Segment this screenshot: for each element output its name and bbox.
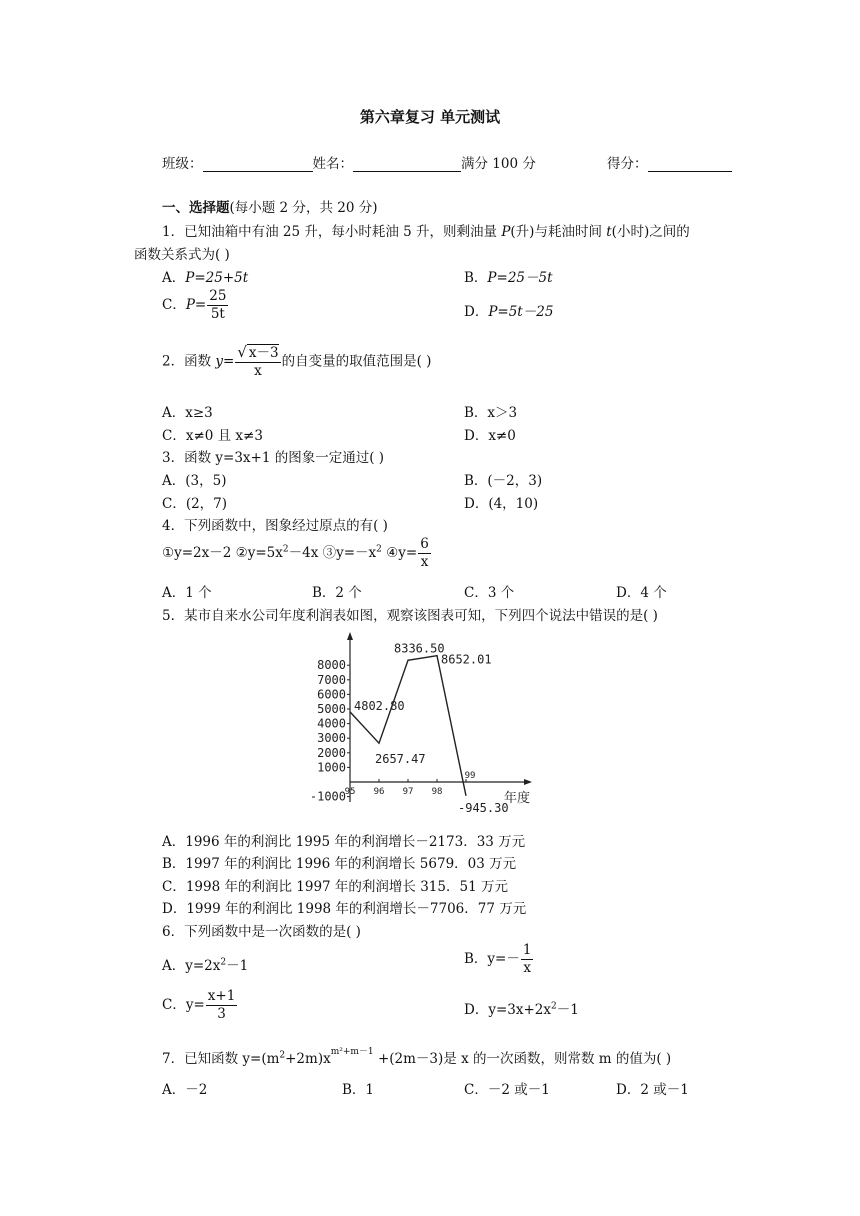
q1-stem-line1: 1．已知油箱中有油 25 升，每小时耗油 5 升，则剩油量 P(升)与耗油时间 t(小时)之间的 bbox=[162, 224, 690, 240]
q2-stem: 2．函数 y= $\frac{√ x-3}{x}$ 的自变量的取值范围是( ) bbox=[162, 343, 432, 379]
q5-option-b[interactable]: B．1997 年的利润比 1996 年的利润增长 5679．03 万元 bbox=[162, 856, 517, 872]
q7-stem: 7．已知函数 $y=(m^2+2m)x^{m^2+m-1} +(2m-3)$是 x 的一次函数，则常数 m 的值为( ) bbox=[162, 1046, 672, 1067]
q3-option-c[interactable]: C．(2，7) bbox=[162, 496, 228, 512]
q4-option-b[interactable]: B．2 个 bbox=[312, 585, 362, 601]
q6-option-b[interactable]: B．y=－ $\frac{1}{x}$ bbox=[464, 942, 532, 976]
x-tick-label: 96 bbox=[373, 787, 385, 797]
name-blank[interactable] bbox=[353, 157, 461, 172]
profit-series-line bbox=[350, 656, 466, 796]
q4-option-c[interactable]: C．3 个 bbox=[464, 585, 515, 601]
header-line bbox=[162, 152, 536, 172]
q4-stem: 4．下列函数中，图象经过原点的有( ) bbox=[162, 518, 388, 534]
q5-stem: 5．某市自来水公司年度利润表如图，观察该图表可知，下列四个说法中错误的是( ) bbox=[162, 608, 658, 624]
x-tick-label: 95 bbox=[344, 787, 356, 797]
q4-functions: ①y=2x－2 $②y=5x^2-4x$ $③y=-x^2$ ④y= $\frac{6}{x}$ bbox=[162, 536, 429, 570]
page-title: 第六章复习 单元测试 bbox=[359, 108, 501, 126]
q5-option-c[interactable]: C．1998 年的利润比 1997 年的利润增长 315．51 万元 bbox=[162, 879, 508, 895]
x-axis-label: 年度 bbox=[504, 791, 531, 806]
y-tick-label: 1000 bbox=[317, 760, 346, 775]
y-tick-label: 8000 bbox=[317, 658, 346, 673]
q2-option-b[interactable]: B．x＞3 bbox=[464, 405, 518, 421]
y-tick-label: 5000 bbox=[317, 702, 346, 716]
y-tick-label: 4000 bbox=[317, 716, 346, 731]
x-axis-arrow bbox=[524, 779, 532, 785]
data-label: 4802.80 bbox=[354, 698, 405, 713]
q1-option-d[interactable]: D．P=5t－25 bbox=[464, 304, 554, 320]
class-label: 班级： bbox=[162, 156, 203, 172]
q6-option-c[interactable]: C．y= $\frac{x+1}{3}$ bbox=[162, 988, 236, 1022]
data-label: -945.30 bbox=[458, 800, 509, 814]
name-label: 姓名： bbox=[312, 156, 353, 172]
profit-line-chart bbox=[304, 628, 544, 814]
score-label: 得分： bbox=[607, 156, 648, 172]
q6-stem: 6．下列函数中是一次函数的是( ) bbox=[162, 924, 361, 940]
q2-option-a[interactable]: A．x≥3 bbox=[162, 405, 213, 421]
q2-option-c[interactable]: C．x≠0 且 x≠3 bbox=[162, 428, 263, 444]
y-tick-label: -1000 bbox=[309, 789, 346, 804]
q3-option-a[interactable]: A．(3，5) bbox=[162, 473, 227, 489]
y-tick-label: 3000 bbox=[317, 731, 346, 746]
q1-option-b[interactable]: B．P=25－5t bbox=[464, 270, 553, 286]
q3-option-b[interactable]: B．(－2，3) bbox=[464, 473, 543, 489]
y-tick-label: 6000 bbox=[317, 687, 346, 702]
q5-option-d[interactable]: D．1999 年的利润比 1998 年的利润增长－7706．77 万元 bbox=[162, 901, 527, 917]
q7-option-b[interactable]: B．1 bbox=[342, 1082, 375, 1098]
data-label: 8336.50 bbox=[394, 641, 445, 656]
q3-stem: 3．函数 y=3x+1 的图象一定通过( ) bbox=[162, 450, 385, 466]
data-label: 2657.47 bbox=[375, 752, 426, 767]
q2-option-d[interactable]: D．x≠0 bbox=[464, 428, 516, 444]
score-blank[interactable] bbox=[648, 157, 732, 172]
section-heading bbox=[162, 196, 377, 216]
data-label: 8652.01 bbox=[441, 652, 492, 667]
q6-option-d[interactable]: D．$y=3x+2x^2-1$ bbox=[464, 1001, 579, 1018]
q5-option-a[interactable]: A．1996 年的利润比 1995 年的利润增长－2173．33 万元 bbox=[162, 834, 526, 850]
y-tick-label: 2000 bbox=[317, 745, 346, 760]
q7-option-a[interactable]: A．－2 bbox=[162, 1082, 208, 1098]
q6-option-a[interactable]: A．$y=2x^2-1$ bbox=[162, 957, 249, 974]
full-score: 满分 100 分 bbox=[461, 156, 536, 172]
q1-option-a[interactable]: A．P=25+5t bbox=[162, 270, 249, 286]
x-tick-label: 98 bbox=[431, 787, 443, 797]
q1-option-c[interactable]: C．P= $\frac{25}{5t}$ bbox=[162, 288, 227, 322]
q7-option-c[interactable]: C．－2 或－1 bbox=[464, 1082, 550, 1098]
q7-option-d[interactable]: D．2 或－1 bbox=[616, 1082, 689, 1098]
section-title: 一、选择题 bbox=[162, 200, 230, 216]
q4-option-d[interactable]: D．4 个 bbox=[616, 585, 667, 601]
x-tick-label: 99 bbox=[464, 771, 476, 781]
y-tick-label: 7000 bbox=[317, 672, 346, 687]
q1-stem-line2: 函数关系式为( ) bbox=[134, 247, 230, 263]
score-field bbox=[607, 152, 732, 172]
q3-option-d[interactable]: D．(4，10) bbox=[464, 496, 539, 512]
x-tick-label: 97 bbox=[402, 787, 414, 797]
class-blank[interactable] bbox=[203, 157, 313, 172]
y-axis-arrow bbox=[347, 632, 353, 640]
section-note: (每小题 2 分，共 20 分) bbox=[229, 200, 378, 216]
q4-option-a[interactable]: A．1 个 bbox=[162, 585, 212, 601]
